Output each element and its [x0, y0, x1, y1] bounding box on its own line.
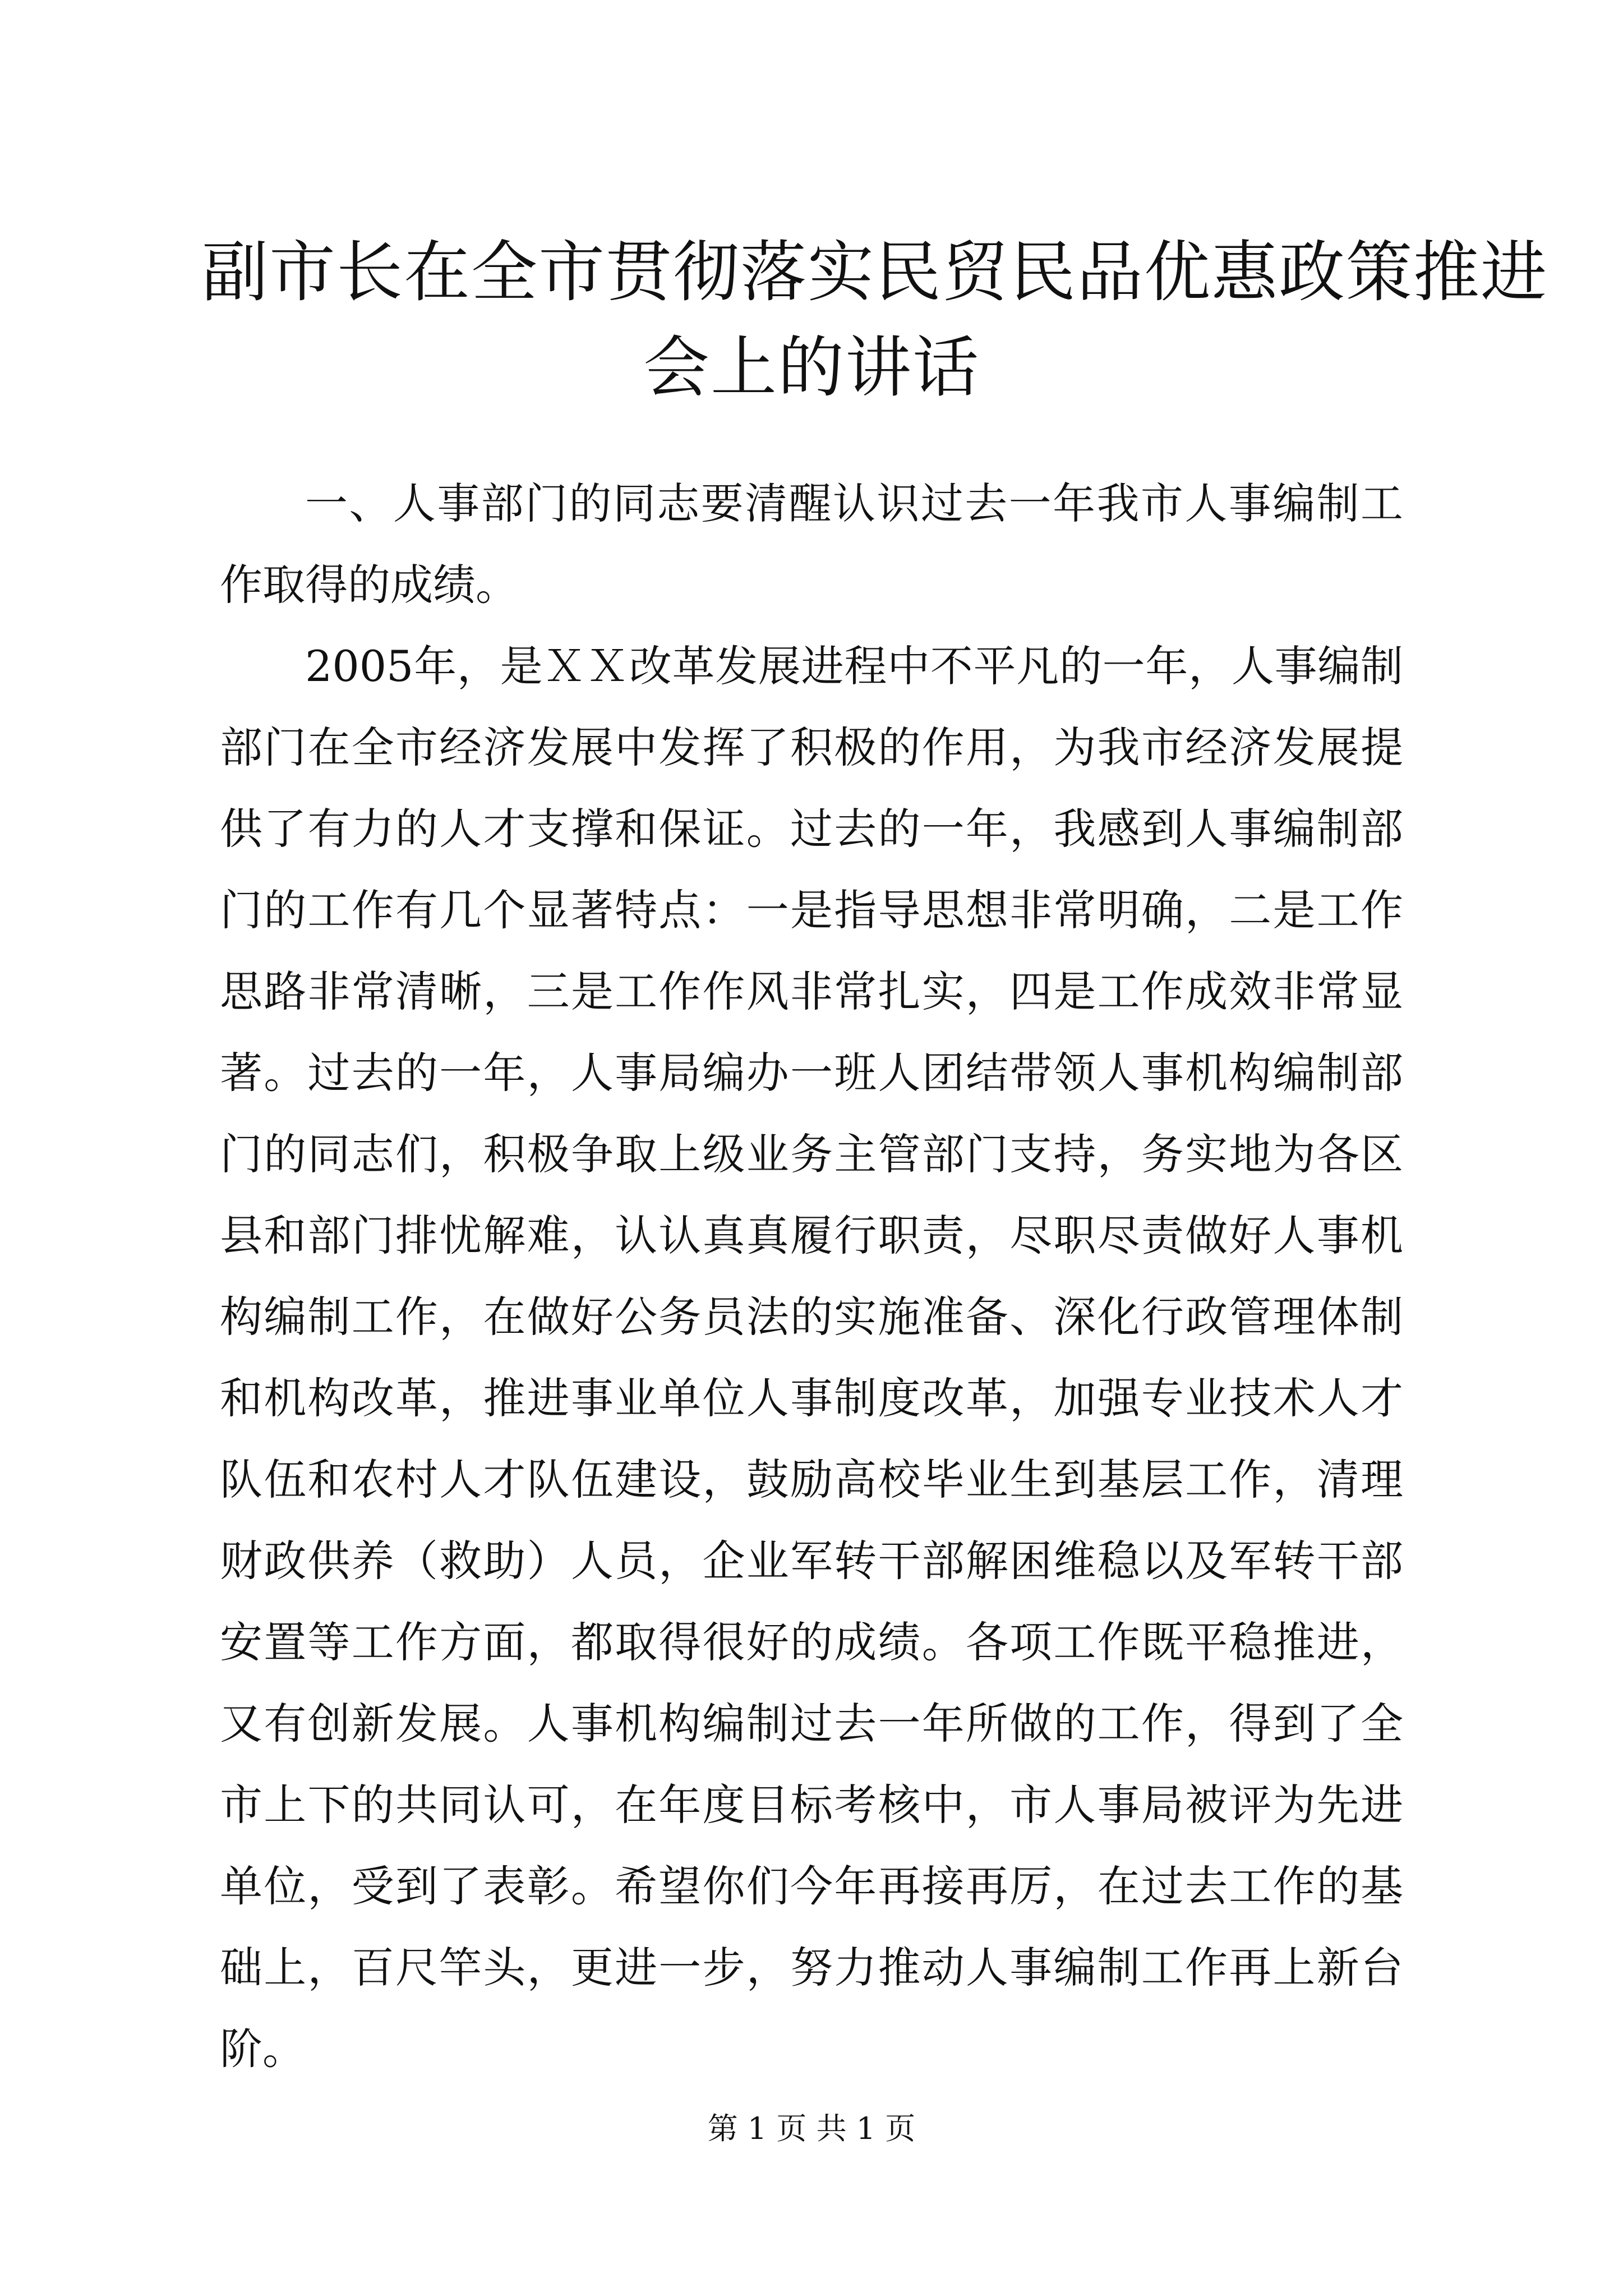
document-title-line-1: 副市长在全市贯彻落实民贸民品优惠政策推进 — [202, 233, 1548, 311]
page-footer: 第 1 页 共 1 页 — [707, 2111, 916, 2146]
document-body — [220, 463, 1403, 2090]
document-title — [202, 224, 1548, 415]
body-paragraph-1: 一、人事部门的同志要清醒认识过去一年我市人事编制工作取得的成绩。 — [220, 478, 1403, 610]
document-title-line-2: 会上的讲话 — [643, 329, 980, 406]
body-paragraph-2: 2005年，是ＸＸ改革发展进程中不平凡的一年，人事编制部门在全市经济发展中发挥了积极的作用，为我市经济发展提供了有力的人才支撑和保证。过去的一年，我感到人事编制部门的工作有几个显著特点：一是指导思想非常明确，二是工作思路非常清晰，三是工作作风非常扎实，四是工作成效非常显著。过去的一年，人事局编办一班人团结带领人事机构编制部门的同志们，积极争取上级业务主管部门支持，务实地为各区县和部门排忧解难，认认真真履行职责，尽职尽责做好人事机构编制工作，在做好公务员法的实施准备、深化行政管理体制和机构改革，推进事业单位人事制度改革，加强专业技术人才队伍和农村人才队伍建设，鼓励高校毕业生到基层工作，清理财政供养（救助）人员，企业军转干部解困维稳以及军转干部安置等工作方面，都取得很好的成绩。各项工作既平稳推进，又有创新发展。人事机构编制过去一年所做的工作，得到了全市上下的共同认可，在年度目标考核中，市人事局被评为先进单位，受到了表彰。希望你们今年再接再厉，在过去工作的基础上，百尺竿头，更进一步，努力推动人事编制工作再上新台阶。 — [220, 641, 1403, 2074]
